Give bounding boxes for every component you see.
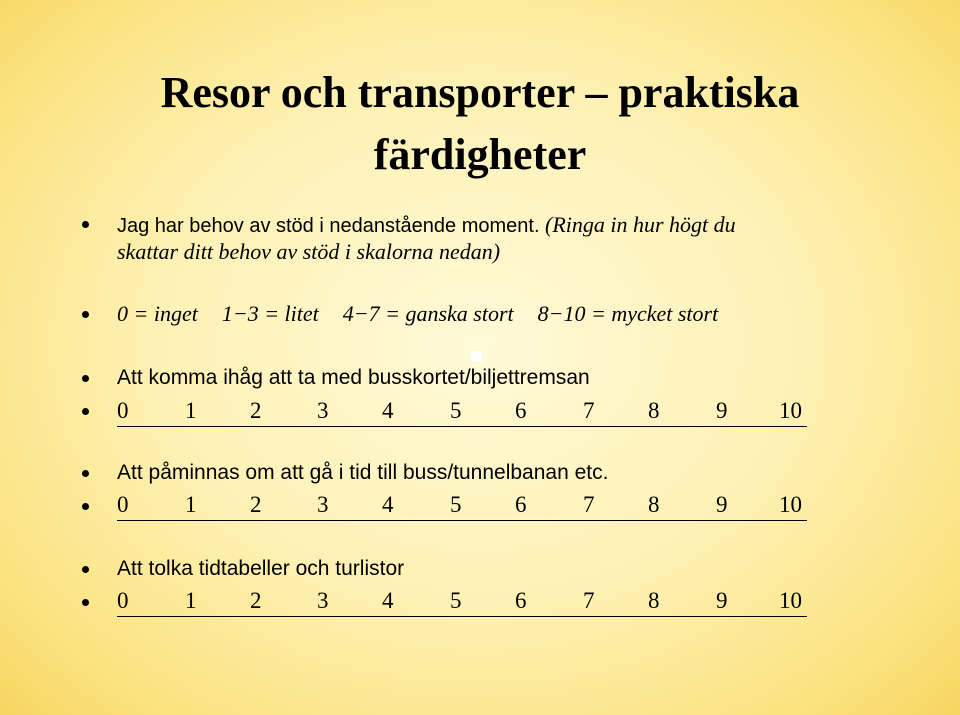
scale-value[interactable]: 10 <box>779 398 802 423</box>
intro-text: Jag har behov av stöd i nedanstående moment. <box>117 215 540 237</box>
scale-value[interactable]: 9 <box>716 398 728 423</box>
question-label: Att komma ihåg att ta med busskortet/biljettremsan <box>117 366 590 389</box>
scale-value[interactable]: 8 <box>648 492 660 517</box>
legend-item: 8−10 = mycket stort <box>537 301 719 326</box>
scale-value[interactable]: 10 <box>779 492 802 517</box>
title-line-2: färdigheter <box>373 130 587 179</box>
scale-value[interactable]: 1 <box>185 492 197 517</box>
scale-value[interactable]: 10 <box>779 588 802 613</box>
slide-title <box>0 62 960 186</box>
rating-scale <box>117 396 807 427</box>
legend-item: 1−3 = litet <box>221 301 319 326</box>
scale-value[interactable]: 0 <box>117 398 129 423</box>
scale-value[interactable]: 3 <box>317 398 329 423</box>
scale-value[interactable]: 6 <box>515 398 527 423</box>
bullet-dot <box>82 375 89 382</box>
legend-item: 4−7 = ganska stort <box>342 301 514 326</box>
scale-value[interactable]: 2 <box>250 398 262 423</box>
scale-value[interactable]: 0 <box>117 492 129 517</box>
scale-value[interactable]: 1 <box>185 588 197 613</box>
bullet-dot <box>82 408 89 415</box>
question-label: Att påminnas om att gå i tid till buss/tunnelbanan etc. <box>117 461 609 484</box>
scale-value[interactable]: 4 <box>382 588 394 613</box>
scale-value[interactable]: 3 <box>317 588 329 613</box>
bullet-dot <box>82 599 89 606</box>
title-line-1: Resor och transporter – praktiska <box>160 68 800 117</box>
scale-value[interactable]: 9 <box>716 492 728 517</box>
scale-value[interactable]: 5 <box>450 492 462 517</box>
legend-line <box>117 299 718 329</box>
bullet-dot <box>82 470 89 477</box>
intro-note-line-2: skattar ditt behov av stöd i skalorna nedan) <box>117 239 501 264</box>
scale-value[interactable]: 5 <box>450 588 462 613</box>
scale-value[interactable]: 7 <box>583 588 595 613</box>
scale-value[interactable]: 2 <box>250 588 262 613</box>
scale-value[interactable]: 5 <box>450 398 462 423</box>
scale-value[interactable]: 9 <box>716 588 728 613</box>
bullet-dot <box>82 221 89 228</box>
scale-value[interactable]: 8 <box>648 398 660 423</box>
scale-value[interactable]: 6 <box>515 588 527 613</box>
scale-value[interactable]: 3 <box>317 492 329 517</box>
intro-note-line-1: (Ringa in hur högt du <box>545 212 736 237</box>
scale-value[interactable]: 4 <box>382 492 394 517</box>
bullet-dot <box>82 311 89 318</box>
rating-scale <box>117 586 807 617</box>
scale-value[interactable]: 4 <box>382 398 394 423</box>
placeholder-marker <box>471 351 482 362</box>
scale-value[interactable]: 0 <box>117 588 129 613</box>
bullet-dot <box>82 566 89 573</box>
scale-value[interactable]: 7 <box>583 398 595 423</box>
scale-value[interactable]: 2 <box>250 492 262 517</box>
legend-item: 0 = inget <box>117 301 198 326</box>
question-label: Att tolka tidtabeller och turlistor <box>117 557 405 580</box>
scale-value[interactable]: 8 <box>648 588 660 613</box>
scale-value[interactable]: 6 <box>515 492 527 517</box>
scale-value[interactable]: 7 <box>583 492 595 517</box>
rating-scale <box>117 490 807 521</box>
scale-value[interactable]: 1 <box>185 398 197 423</box>
bullet-dot <box>82 503 89 510</box>
